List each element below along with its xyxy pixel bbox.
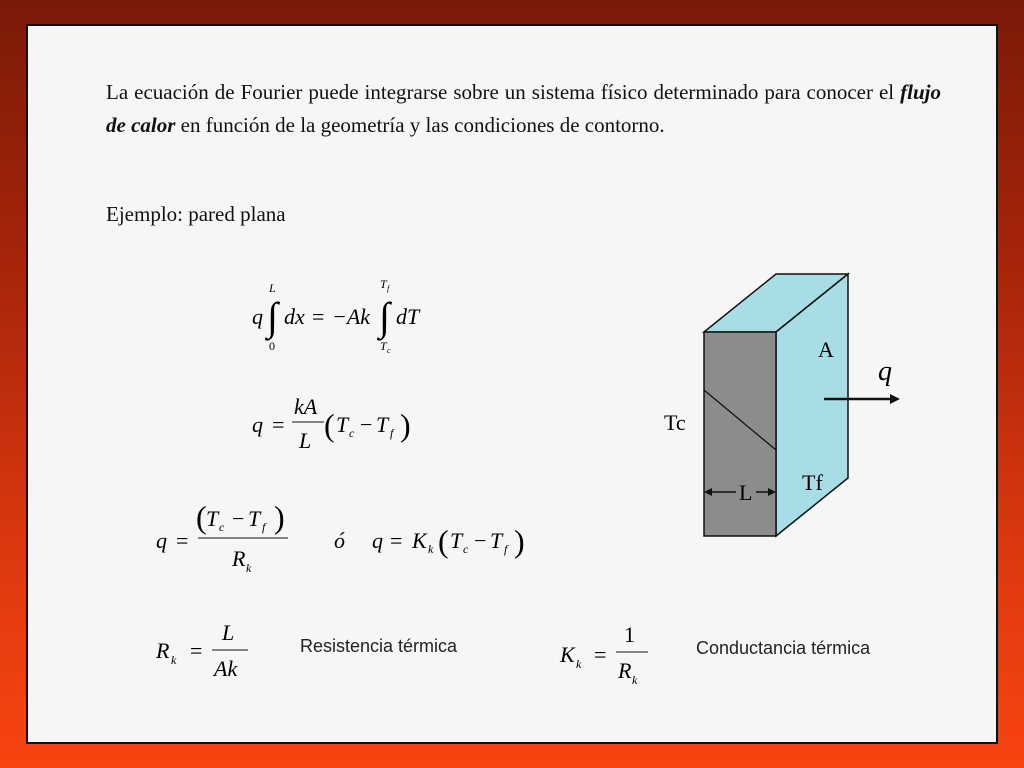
intro-bold-term: flujo de calor xyxy=(106,80,941,137)
eq2-rparen: ) xyxy=(400,407,411,443)
eq3-T2: T xyxy=(248,506,261,531)
intro-text-2: en función de la geometría y las condiciones de contorno. xyxy=(175,113,665,137)
eq5-K: K xyxy=(560,642,575,667)
diagram-label-L: L xyxy=(739,480,753,505)
plane-wall-diagram xyxy=(648,266,948,556)
eq4-den: Ak xyxy=(214,656,238,681)
eq1-equals: = xyxy=(312,304,325,329)
eq5-equals: = xyxy=(594,642,607,667)
eq5-K-sub: k xyxy=(576,657,582,671)
eq4-equals: = xyxy=(190,638,203,663)
eq1-int2-upper: T xyxy=(380,277,387,291)
integral-sign-1: ∫ xyxy=(267,294,278,339)
eq3-q: q xyxy=(156,528,167,553)
eq1-int1-upper: L xyxy=(269,281,276,295)
eq1-int1-lower: 0 xyxy=(269,339,275,353)
eq2-den: L xyxy=(299,428,312,453)
eq4-num: L xyxy=(222,620,235,645)
intro-text-1: La ecuación de Fourier puede integrarse sobre un sistema físico determinado para conocer el xyxy=(106,80,901,104)
eq3-T2-sub: f xyxy=(262,520,266,534)
eq1-dT: dT xyxy=(396,304,420,329)
eq4-R: R xyxy=(156,638,170,663)
eq3-den-sub: k xyxy=(246,561,252,575)
diagram-label-A: A xyxy=(818,337,834,362)
equation-resistance-form xyxy=(148,498,548,598)
diagram-label-Tc: Tc xyxy=(664,410,686,435)
slide xyxy=(26,24,998,744)
eq3-or: ó xyxy=(334,528,345,553)
equation-flux xyxy=(248,386,468,466)
intro-paragraph xyxy=(106,76,941,142)
eq3-T4: T xyxy=(490,528,503,553)
eq2-minus: − xyxy=(360,412,373,437)
eq4-R-sub: k xyxy=(171,653,177,667)
eq3-T3-sub: c xyxy=(463,542,469,556)
eq2-equals: = xyxy=(272,412,285,437)
caption-conductance: Conductancia térmica xyxy=(696,638,871,658)
eq3-q2: q xyxy=(372,528,383,553)
equation-thermal-conductance xyxy=(554,616,684,696)
diagram-label-Tf: Tf xyxy=(802,470,823,495)
eq3-T4-sub: f xyxy=(504,542,508,556)
diagram-label-q: q xyxy=(878,356,892,387)
eq3-T1: T xyxy=(206,506,219,531)
eq5-num: 1 xyxy=(624,622,635,647)
example-title: Ejemplo: pared plana xyxy=(106,202,286,226)
equation-thermal-resistance xyxy=(150,614,280,694)
integral-sign-2: ∫ xyxy=(379,294,390,339)
eq5-den: R xyxy=(618,658,632,683)
heat-flow-arrow-head xyxy=(890,394,900,404)
eq1-dx: dx xyxy=(284,304,305,329)
equation-integral xyxy=(248,276,468,356)
caption-resistance: Resistencia térmica xyxy=(300,636,458,656)
eq3-lparen: ( xyxy=(196,499,207,535)
eq1-int2-upper-sub: f xyxy=(387,284,390,293)
eq3-minus: − xyxy=(232,506,245,531)
eq2-T2: T xyxy=(376,412,389,437)
eq1-int2-lower-sub: c xyxy=(387,346,391,355)
eq3-K: K xyxy=(412,528,427,553)
eq1-int2-lower: T xyxy=(380,339,387,353)
eq3-equals2: = xyxy=(390,528,403,553)
eq3-lparen2: ( xyxy=(438,523,449,559)
eq3-K-sub: k xyxy=(428,542,434,556)
eq3-minus2: − xyxy=(474,528,487,553)
eq5-den-sub: k xyxy=(632,673,638,687)
eq3-T1-sub: c xyxy=(219,520,225,534)
eq3-den: R xyxy=(232,546,246,571)
eq1-minus-ak: −Ak xyxy=(332,304,371,329)
eq3-rparen2: ) xyxy=(514,523,525,559)
eq3-equals: = xyxy=(176,528,189,553)
eq3-T3: T xyxy=(450,528,463,553)
eq3-rparen: ) xyxy=(274,499,285,535)
eq2-lparen: ( xyxy=(324,407,335,443)
eq2-T1: T xyxy=(336,412,349,437)
eq2-T2-sub: f xyxy=(390,426,394,440)
eq2-q: q xyxy=(252,412,263,437)
eq2-T1-sub: c xyxy=(349,426,355,440)
eq1-q: q xyxy=(252,304,263,329)
eq2-num: kA xyxy=(294,394,318,419)
wall-front-face xyxy=(704,332,776,536)
